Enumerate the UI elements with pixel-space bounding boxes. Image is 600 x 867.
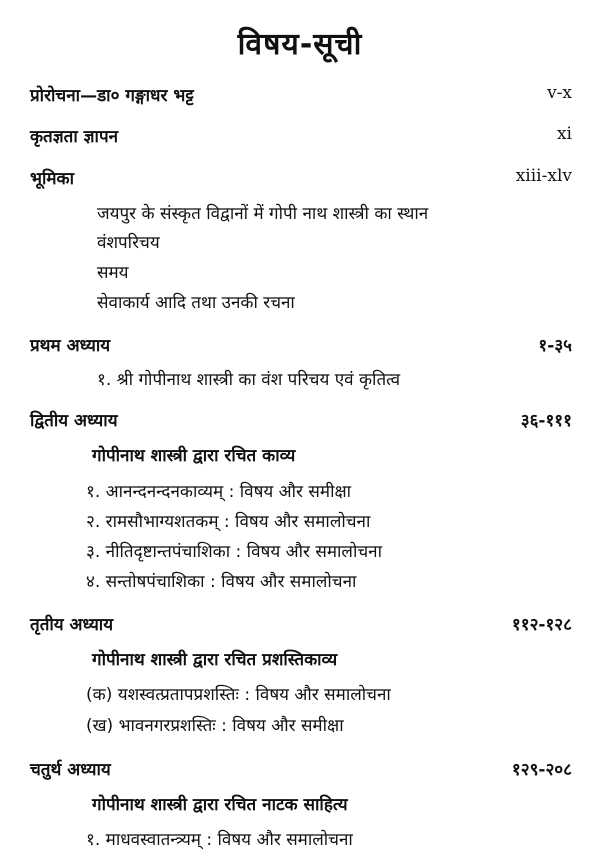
toc-subheading: गोपीनाथ शास्त्री द्वारा रचित प्रशस्तिकाव्य <box>92 650 338 670</box>
toc-entry-label: तृतीय अध्याय <box>30 615 114 635</box>
page-title: विषय-सूची <box>237 27 363 62</box>
toc-item: समय <box>97 263 129 283</box>
toc-entry-pages: ११२-१२८ <box>511 615 572 635</box>
toc-entry-label: भूमिका <box>30 169 74 189</box>
toc-subheading: गोपीनाथ शास्त्री द्वारा रचित काव्य <box>92 446 296 466</box>
toc-subheading: गोपीनाथ शास्त्री द्वारा रचित नाटक साहित्य <box>92 795 348 815</box>
toc-entry-label: द्वितीय अध्याय <box>30 411 118 431</box>
toc-item: जयपुर के संस्कृत विद्वानों में गोपी नाथ शास्त्री का स्थान <box>97 204 429 224</box>
toc-entry-pages: xi <box>556 124 572 144</box>
toc-item: १. आनन्दनन्दनकाव्यम् : विषय और समीक्षा <box>86 482 352 502</box>
toc-item: ३. नीतिदृष्टान्तपंचाशिका : विषय और समालोचना <box>86 542 382 562</box>
toc-item: ४. सन्तोषपंचाशिका : विषय और समालोचना <box>86 572 357 592</box>
toc-entry-pages: १२९-२०८ <box>511 760 572 780</box>
toc-entry-pages: v-x <box>547 83 572 103</box>
toc-item: १. माधवस्वातन्त्र्यम् : विषय और समालोचना <box>86 830 353 850</box>
toc-entry-label: कृतज्ञता ज्ञापन <box>30 127 119 147</box>
toc-item: वंशपरिचय <box>97 233 160 253</box>
toc-item: १. श्री गोपीनाथ शास्त्री का वंश परिचय एवं कृतित्व <box>97 370 401 390</box>
toc-entry-label: प्रथम अध्याय <box>30 336 111 356</box>
toc-item: (क) यशस्वत्प्रतापप्रशस्तिः : विषय और समालोचना <box>86 685 391 705</box>
toc-item: २. रामसौभाग्यशतकम् : विषय और समालोचना <box>86 512 371 532</box>
toc-entry-pages: xiii-xlv <box>515 166 572 186</box>
toc-item: (ख) भावनगरप्रशस्तिः : विषय और समीक्षा <box>86 716 344 736</box>
toc-entry-pages: १-३५ <box>538 336 572 356</box>
toc-entry-label: प्रोरोचना—डा० गङ्गाधर भट्ट <box>30 86 194 106</box>
toc-entry-pages: ३६-१११ <box>520 411 572 431</box>
toc-entry-label: चतुर्थ अध्याय <box>30 760 111 780</box>
toc-item: सेवाकार्य आदि तथा उनकी रचना <box>97 293 295 313</box>
